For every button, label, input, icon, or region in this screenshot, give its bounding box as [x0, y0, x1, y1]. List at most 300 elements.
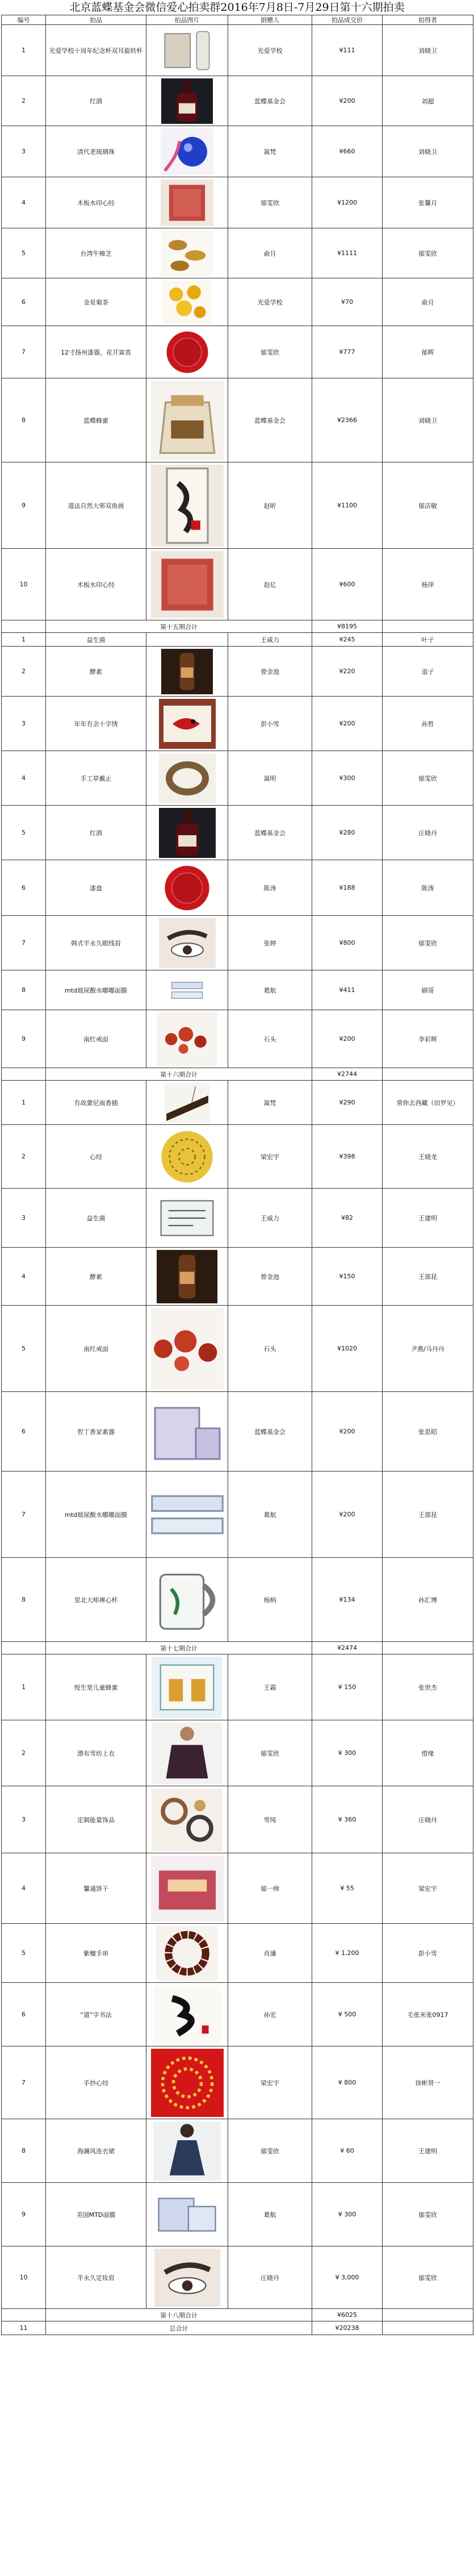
lot-price: ¥777 — [312, 326, 383, 378]
lot-buyer: 王部昆 — [383, 1472, 473, 1558]
lot-donor: 石头 — [228, 1306, 312, 1392]
lot-item: 手工草戴止 — [46, 751, 146, 806]
cross-stitch-icon — [148, 699, 226, 749]
lot-item: 年年有余十字绣 — [46, 697, 146, 751]
subtotal-label: 第十六期合计 — [46, 1068, 312, 1081]
table-row — [2, 1472, 473, 1558]
subtotal-blank — [383, 1068, 473, 1081]
lot-item: 定制能量饰品 — [46, 1786, 146, 1853]
lot-image — [146, 647, 228, 697]
lot-donor: 王霜 — [228, 1654, 312, 1720]
kids-honey-icon — [148, 1657, 226, 1718]
lot-number: 7 — [2, 326, 46, 378]
header-price: 拍品成交价 — [312, 15, 383, 25]
lot-donor: 郁雯欣 — [228, 326, 312, 378]
grand-total-blank — [383, 2321, 473, 2335]
lot-buyer: 郁雯欣 — [383, 228, 473, 278]
lot-buyer: 梁宏宇 — [383, 1853, 473, 1924]
lot-image — [146, 462, 228, 549]
table-row — [2, 378, 473, 462]
enzyme-bottle-icon — [148, 1250, 226, 1303]
lot-number: 5 — [2, 1924, 46, 1983]
lot-price: ¥220 — [312, 647, 383, 697]
lot-number: 5 — [2, 806, 46, 860]
lot-price: ¥82 — [312, 1189, 383, 1248]
lot-number: 8 — [2, 2119, 46, 2183]
lot-buyer: 张世杰 — [383, 1654, 473, 1720]
lot-number: 7 — [2, 916, 46, 970]
lot-number: 3 — [2, 697, 46, 751]
lot-donor: 赵亿 — [228, 549, 312, 620]
lot-image — [146, 860, 228, 916]
grand-total-row — [2, 2321, 473, 2335]
lot-number: 6 — [2, 1983, 46, 2046]
lot-item: 海澜风连衣裙 — [46, 2119, 146, 2183]
woodblock-sutra-icon — [148, 551, 226, 618]
header-number: 编号 — [2, 15, 46, 25]
lot-number: 8 — [2, 970, 46, 1010]
lot-buyer: 王部昆 — [383, 1248, 473, 1306]
lot-buyer: 尹燕/马丹丹 — [383, 1306, 473, 1392]
lot-price: ¥ 800 — [312, 2046, 383, 2119]
lot-item: 漂布雪纺上衣 — [46, 1720, 146, 1786]
honey-jar-icon — [148, 381, 226, 460]
lot-donor: 杨柄 — [228, 1558, 312, 1642]
subtotal-blank — [2, 620, 46, 633]
table-row — [2, 1720, 473, 1786]
lot-price: ¥245 — [312, 633, 383, 647]
lot-buyer: 王建明 — [383, 2119, 473, 2183]
header-buyer: 拍得者 — [383, 15, 473, 25]
lot-price: ¥ 360 — [312, 1786, 383, 1853]
lot-price: ¥411 — [312, 970, 383, 1010]
table-row — [2, 76, 473, 126]
lot-number: 4 — [2, 751, 46, 806]
lot-buyer: 刘晓卫 — [383, 378, 473, 462]
lot-donor: 王威力 — [228, 633, 312, 647]
subtotal-label: 第十七期合计 — [46, 1642, 312, 1654]
lot-image — [146, 1081, 228, 1125]
lot-donor: 俞月 — [228, 228, 312, 278]
table-row — [2, 326, 473, 378]
table-row — [2, 697, 473, 751]
table-row — [2, 806, 473, 860]
lot-donor: 曾金池 — [228, 647, 312, 697]
lot-price: ¥1100 — [312, 462, 383, 549]
lot-image — [146, 25, 228, 76]
header-donor: 捐赠人 — [228, 15, 312, 25]
table-row — [2, 2046, 473, 2119]
lot-price: ¥398 — [312, 1125, 383, 1189]
lot-price: ¥ 3,000 — [312, 2246, 383, 2309]
lot-donor: 嵩梵 — [228, 1081, 312, 1125]
table-row — [2, 916, 473, 970]
lot-donor: 石头 — [228, 1010, 312, 1068]
lot-item: 木板水印心经 — [46, 177, 146, 228]
subtotal-blank — [383, 2309, 473, 2321]
table-row — [2, 549, 473, 620]
lot-image — [146, 1720, 228, 1786]
lacquer-plate-icon — [148, 862, 226, 914]
lot-number: 5 — [2, 1306, 46, 1392]
lot-image — [146, 1558, 228, 1642]
lot-price: ¥660 — [312, 126, 383, 177]
lot-number: 2 — [2, 1125, 46, 1189]
table-row — [2, 228, 473, 278]
lot-donor: 嵩梵 — [228, 126, 312, 177]
lot-donor: 郁雯欣 — [228, 2119, 312, 2183]
calligraphy-scroll-icon — [148, 465, 226, 547]
lot-item: 有故蒙尼南香插 — [46, 1081, 146, 1125]
lot-number: 6 — [2, 860, 46, 916]
lot-donor: 葛航 — [228, 970, 312, 1010]
lot-number: 3 — [2, 1786, 46, 1853]
mtd-mask-icon — [148, 2185, 226, 2244]
table-row — [2, 2246, 473, 2309]
lot-number: 10 — [2, 2246, 46, 2309]
lot-buyer: 杨萍 — [383, 549, 473, 620]
lot-buyer: 郁雯欣 — [383, 916, 473, 970]
lot-item: 红酒 — [46, 806, 146, 860]
lot-buyer: 刘超 — [383, 76, 473, 126]
table-row — [2, 1392, 473, 1472]
lot-buyer: 郁雯欣 — [383, 2246, 473, 2309]
lot-number: 9 — [2, 462, 46, 549]
lot-donor: 光爱学校 — [228, 278, 312, 326]
lot-buyer: 李彩辉 — [383, 1010, 473, 1068]
lot-item: 南红戒面 — [46, 1306, 146, 1392]
lot-image — [146, 378, 228, 462]
lot-item: 里北大师禅心杯 — [46, 1558, 146, 1642]
grand-total-number: 11 — [2, 2321, 46, 2335]
table-row — [2, 1853, 473, 1924]
lot-image — [146, 278, 228, 326]
header-image: 拍品图片 — [146, 15, 228, 25]
zen-mug-icon — [148, 1560, 226, 1640]
subtotal-row — [2, 1642, 473, 1654]
dress-icon — [148, 2121, 226, 2181]
lot-buyer: 郁雯欣 — [383, 2183, 473, 2246]
lot-item: 12寸扬州漆器，花开富贵 — [46, 326, 146, 378]
lot-buyer: 张思昭 — [383, 1392, 473, 1472]
lot-item: 美国MTD面膜 — [46, 2183, 146, 2246]
table-row — [2, 860, 473, 916]
lot-number: 2 — [2, 1720, 46, 1786]
subtotal-value: ¥8195 — [312, 620, 383, 633]
lot-price: ¥1020 — [312, 1306, 383, 1392]
lot-price: ¥2366 — [312, 378, 383, 462]
lot-buyer: 陈涛 — [383, 860, 473, 916]
lot-buyer: 刘晓卫 — [383, 126, 473, 177]
subtotal-row — [2, 620, 473, 633]
lot-donor: 蓝蝶基金会 — [228, 378, 312, 462]
lot-buyer: 孙哲 — [383, 697, 473, 751]
lot-price: ¥134 — [312, 1558, 383, 1642]
lot-item: 金星菊茶 — [46, 278, 146, 326]
lot-number: 9 — [2, 1010, 46, 1068]
lot-price: ¥280 — [312, 806, 383, 860]
lot-buyer: 惜缘 — [383, 1720, 473, 1786]
lot-image — [146, 916, 228, 970]
aroma-box-icon — [148, 1394, 226, 1469]
table-row — [2, 647, 473, 697]
face-mask-icon — [148, 1474, 226, 1556]
lot-buyer: 俞月 — [383, 278, 473, 326]
lot-buyer: 郁洁敏 — [383, 462, 473, 549]
lot-number: 3 — [2, 1189, 46, 1248]
lot-price: ¥200 — [312, 1472, 383, 1558]
auction-table — [1, 15, 473, 2335]
lot-number: 8 — [2, 1558, 46, 1642]
lot-donor: 庄晓丹 — [228, 2246, 312, 2309]
table-row — [2, 25, 473, 76]
lot-donor: 郁雯欣 — [228, 1720, 312, 1786]
biscuit-box-icon — [148, 1856, 226, 1921]
lot-donor: 梁宏宇 — [228, 2046, 312, 2119]
lot-buyer: 毛张米张0917 — [383, 1983, 473, 2046]
lot-buyer: 刘晓卫 — [383, 25, 473, 76]
lot-donor: 嵩明 — [228, 751, 312, 806]
lot-item: mtd玻尿酸水嘟嘟面膜 — [46, 1472, 146, 1558]
lot-number: 2 — [2, 76, 46, 126]
lot-item: “道”字书法 — [46, 1983, 146, 2046]
mushroom-icon — [148, 231, 226, 276]
lot-image — [146, 1125, 228, 1189]
lot-buyer: 张馨月 — [383, 177, 473, 228]
lot-number: 4 — [2, 177, 46, 228]
lot-buyer: 庄晓丹 — [383, 1786, 473, 1853]
red-agate-icon — [148, 1012, 226, 1066]
subtotal-blank — [383, 1642, 473, 1654]
lot-image — [146, 549, 228, 620]
lot-number: 6 — [2, 278, 46, 326]
lot-image — [146, 2046, 228, 2119]
lot-item: 悦生堂儿童蜂蜜 — [46, 1654, 146, 1720]
chrysanthemum-tea-icon — [148, 281, 226, 324]
eyebrow-icon — [148, 2249, 226, 2307]
lot-number: 4 — [2, 1248, 46, 1306]
lot-image — [146, 806, 228, 860]
lot-item: 手抄心经 — [46, 2046, 146, 2119]
lot-item: 馨通饼干 — [46, 1853, 146, 1924]
lot-number: 5 — [2, 228, 46, 278]
lot-buyer: 追子 — [383, 647, 473, 697]
subtotal-label: 第十五期合计 — [46, 620, 312, 633]
lot-buyer: 常你去西藏（田罗见） — [383, 1081, 473, 1125]
lot-image — [146, 1010, 228, 1068]
table-row — [2, 1189, 473, 1248]
lot-price: ¥ 300 — [312, 1720, 383, 1786]
red-wine-bottle-icon — [148, 78, 226, 124]
lot-item: 韩式半永久眼线眉 — [46, 916, 146, 970]
lot-number: 1 — [2, 25, 46, 76]
lot-image — [146, 1654, 228, 1720]
lot-image — [146, 1924, 228, 1983]
grand-total-value: ¥20238 — [312, 2321, 383, 2335]
handwritten-sutra-icon — [148, 2049, 226, 2117]
lot-item: 酵素 — [46, 647, 146, 697]
lot-price: ¥70 — [312, 278, 383, 326]
lot-price: ¥290 — [312, 1081, 383, 1125]
lot-donor: 陈涛 — [228, 860, 312, 916]
incense-holder-icon — [148, 1083, 226, 1123]
lot-image — [146, 1853, 228, 1924]
lot-item: 益生菌 — [46, 633, 146, 647]
table-row — [2, 1010, 473, 1068]
lot-number: 6 — [2, 1392, 46, 1472]
subtotal-blank — [2, 1068, 46, 1081]
lot-donor: 蓝蝶基金会 — [228, 76, 312, 126]
lot-image — [146, 1983, 228, 2046]
lacquer-plate-icon — [148, 328, 226, 376]
lot-buyer: 孙汇博 — [383, 1558, 473, 1642]
lot-item: 哲丁香家素器 — [46, 1392, 146, 1472]
lot-item: 台湾牛樟芝 — [46, 228, 146, 278]
lot-item: 清代老琉璃珠 — [46, 126, 146, 177]
lot-image — [146, 2183, 228, 2246]
lot-donor: 蓝蝶基金会 — [228, 1392, 312, 1472]
lot-item: 木板水印心经 — [46, 549, 146, 620]
lot-item: 益生菌 — [46, 1189, 146, 1248]
table-row — [2, 1081, 473, 1125]
lot-number: 1 — [2, 1654, 46, 1720]
calligraphy-dao-icon — [148, 1985, 226, 2044]
probiotic-box-icon — [148, 1191, 226, 1245]
lot-price: ¥1200 — [312, 177, 383, 228]
lot-price: ¥150 — [312, 1248, 383, 1306]
lot-image — [146, 76, 228, 126]
lot-buyer: 彭小雪 — [383, 1924, 473, 1983]
table-row — [2, 1306, 473, 1392]
lot-item: 酵素 — [46, 1248, 146, 1306]
table-row — [2, 1786, 473, 1853]
lot-item: 光爱学校十周年纪念杯双耳旋转杯 — [46, 25, 146, 76]
lot-price: ¥111 — [312, 25, 383, 76]
lot-image — [146, 177, 228, 228]
table-row — [2, 633, 473, 647]
lot-price: ¥300 — [312, 751, 383, 806]
lot-donor: 王威力 — [228, 1189, 312, 1248]
lot-item: 漆盘 — [46, 860, 146, 916]
lot-price: ¥200 — [312, 697, 383, 751]
lot-buyer: 郁辉 — [383, 326, 473, 378]
subtotal-label: 第十八期合计 — [46, 2309, 312, 2321]
lot-number: 1 — [2, 633, 46, 647]
bracelet-icon — [148, 753, 226, 803]
lot-image — [146, 1306, 228, 1392]
lot-number: 3 — [2, 126, 46, 177]
lot-buyer: 叶子 — [383, 633, 473, 647]
sandalwood-beads-icon — [148, 1926, 226, 1981]
subtotal-row — [2, 2309, 473, 2321]
lot-price: ¥1111 — [312, 228, 383, 278]
lot-price: ¥ 500 — [312, 1983, 383, 2046]
table-row — [2, 751, 473, 806]
lot-donor: 肖潘 — [228, 1924, 312, 1983]
lot-price: ¥ 150 — [312, 1654, 383, 1720]
red-wine-bottle-icon — [148, 808, 226, 858]
lot-buyer: 王晓龙 — [383, 1125, 473, 1189]
lot-image — [146, 1248, 228, 1306]
lot-image — [146, 2246, 228, 2309]
lot-donor: 孙宏 — [228, 1983, 312, 2046]
glass-bead-icon — [148, 128, 226, 175]
lot-item: 心经 — [46, 1125, 146, 1189]
lot-image — [146, 1786, 228, 1853]
table-row — [2, 126, 473, 177]
lot-item: 南红戒面 — [46, 1010, 146, 1068]
lot-donor: 张婷 — [228, 916, 312, 970]
lot-donor: 彭小雪 — [228, 697, 312, 751]
lot-donor: 赵昕 — [228, 462, 312, 549]
lot-buyer: 刷哥 — [383, 970, 473, 1010]
lot-number: 10 — [2, 549, 46, 620]
lot-donor: 光爱学校 — [228, 25, 312, 76]
lot-buyer: 庄晓丹 — [383, 806, 473, 860]
energy-jewelry-icon — [148, 1789, 226, 1851]
lot-image — [146, 751, 228, 806]
woodblock-sutra-icon — [148, 180, 226, 226]
page-title: 北京蓝蝶基金会微信爱心拍卖群2016年7月8日-7月29日第十六期拍卖 — [69, 1, 405, 14]
subtotal-value: ¥6025 — [312, 2309, 383, 2321]
lot-buyer: 徐彬贤一 — [383, 2046, 473, 2119]
header-row — [2, 15, 473, 25]
subtotal-value: ¥2474 — [312, 1642, 383, 1654]
chiffon-top-icon — [148, 1723, 226, 1784]
lot-buyer: 郁雯欣 — [383, 751, 473, 806]
lot-donor: 梁宏宇 — [228, 1125, 312, 1189]
table-row — [2, 278, 473, 326]
lot-number: 9 — [2, 2183, 46, 2246]
lot-item: 半永久定妆眉 — [46, 2246, 146, 2309]
subtotal-blank — [2, 1642, 46, 1654]
lot-price: ¥ 55 — [312, 1853, 383, 1924]
lot-donor: 蓝蝶基金会 — [228, 806, 312, 860]
table-row — [2, 2183, 473, 2246]
table-row — [2, 177, 473, 228]
eyebrow-icon — [148, 918, 226, 968]
lot-image — [146, 228, 228, 278]
lot-price: ¥ 300 — [312, 2183, 383, 2246]
subtotal-value: ¥2744 — [312, 1068, 383, 1081]
lot-number: 7 — [2, 1472, 46, 1558]
lot-price: ¥200 — [312, 1392, 383, 1472]
lot-item: mtd玻尿酸水嘟嘟面膜 — [46, 970, 146, 1010]
lot-number: 2 — [2, 647, 46, 697]
subtotal-row — [2, 1068, 473, 1081]
face-mask-icon — [148, 973, 226, 1008]
lot-image — [146, 1392, 228, 1472]
lot-item: 蓝蝶蜂蜜 — [46, 378, 146, 462]
heart-sutra-disc-icon — [148, 1127, 226, 1186]
lot-image — [146, 970, 228, 1010]
lot-image — [146, 633, 228, 647]
lot-image — [146, 1189, 228, 1248]
grand-total-label: 总合计 — [46, 2321, 312, 2335]
lot-donor: 郁雯欣 — [228, 177, 312, 228]
table-row — [2, 1558, 473, 1642]
lot-number: 1 — [2, 1081, 46, 1125]
table-row — [2, 1983, 473, 2046]
commemorative-cup-icon — [148, 27, 226, 74]
lot-image — [146, 697, 228, 751]
lot-item: 道法自然大邨双鱼画 — [46, 462, 146, 549]
lot-price: ¥800 — [312, 916, 383, 970]
lot-image — [146, 126, 228, 177]
lot-buyer: 王建明 — [383, 1189, 473, 1248]
enzyme-bottle-icon — [148, 649, 226, 694]
lot-donor: 葛航 — [228, 1472, 312, 1558]
